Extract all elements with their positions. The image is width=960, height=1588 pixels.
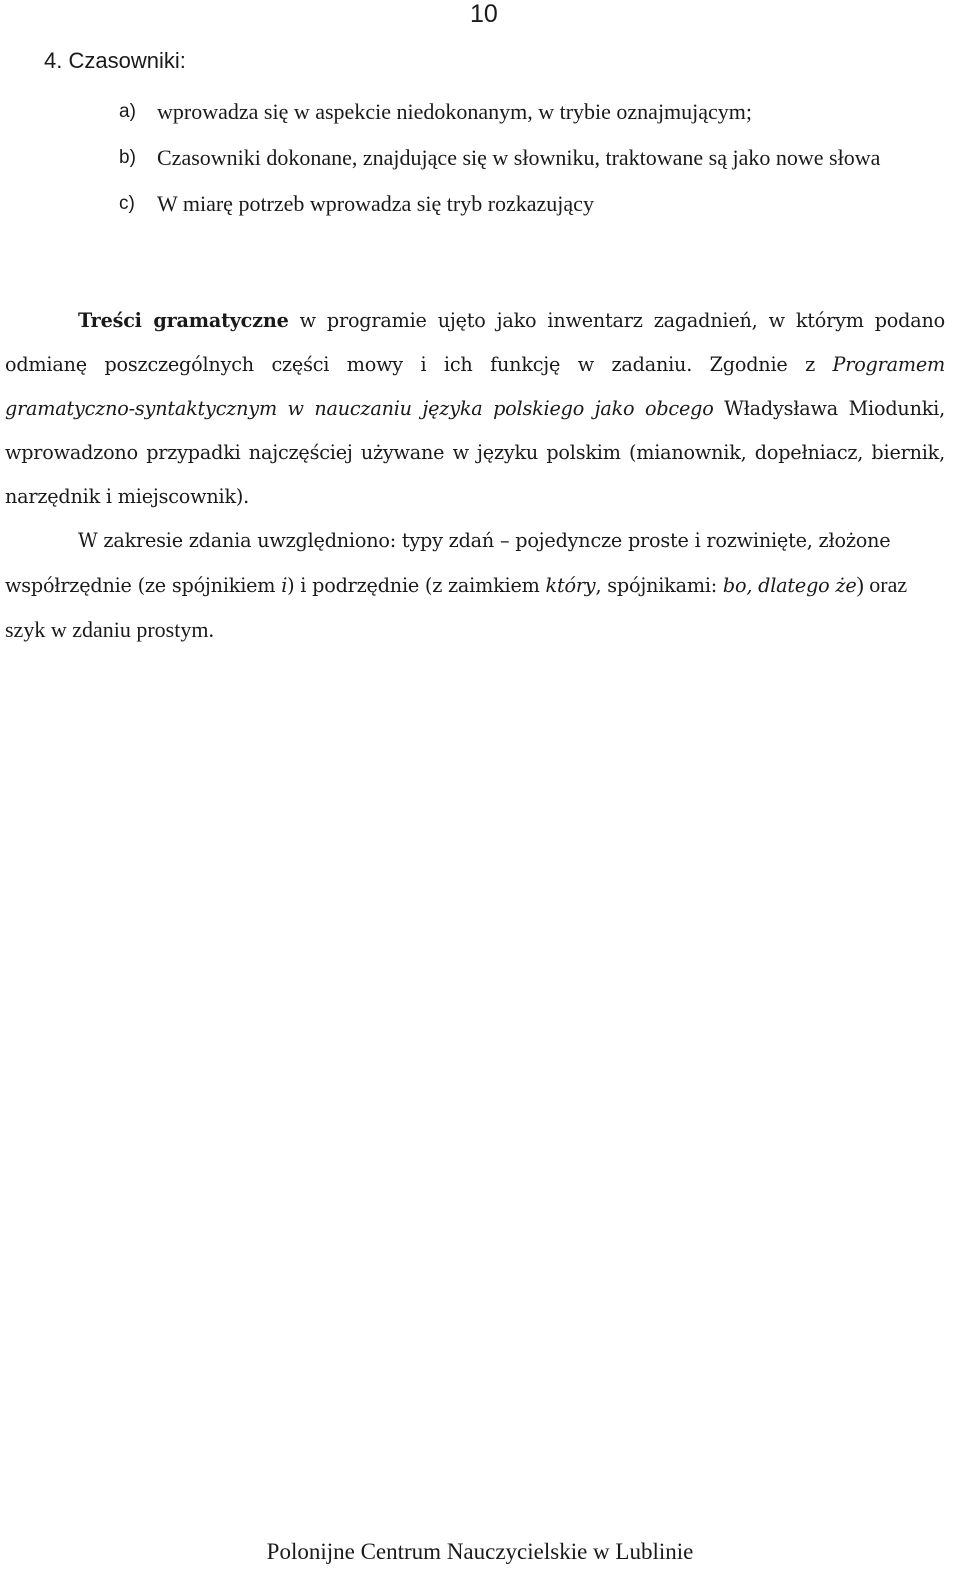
paragraph-text: W zakresie zdania uwzględniono: typy zdań – pojedyncze proste i rozwinięte, złożone współrzędnie (ze spójnikiem — [5, 529, 891, 597]
list-marker: c) — [119, 193, 135, 214]
list-marker: a) — [119, 101, 136, 122]
paragraph-text: w programie ujęto jako inwentarz zagadnień, w którym podano odmianę poszczególnych części mowy i ich funkcję w zadaniu. Zgodnie z — [5, 309, 945, 376]
paragraph-text: ) i podrzędnie (z zaimkiem — [287, 574, 546, 597]
list-marker: b) — [119, 147, 136, 168]
paragraph-text: Władysława Miodunki, wprowadzono przypadki najczęściej używane w języku polskim (mianownik, dopełniacz, biernik, narzędnik i miejscownik). — [5, 397, 945, 508]
list-item-text: wprowadza się w aspekcie niedokonanym, w trybie oznajmującym; — [157, 99, 753, 124]
list-item — [119, 135, 939, 181]
program-title: Programem gramatyczno-syntaktycznym w nauczaniu języka polskiego jako obcego — [5, 353, 945, 420]
list-item — [119, 89, 939, 135]
page-number: 10 — [470, 0, 498, 28]
body-text — [5, 299, 945, 653]
list-item-text: W miarę potrzeb wprowadza się tryb rozkazujący — [157, 191, 594, 216]
italic-term: bo, dlatego że — [722, 574, 857, 597]
section-heading: 4. Czasowniki: — [44, 48, 186, 73]
verb-list — [119, 89, 939, 227]
paragraph-text: ) oraz szyk w zdaniu prostym. — [5, 572, 908, 642]
sentence-paragraph — [5, 519, 945, 653]
paragraph-text: , spójnikami: — [595, 574, 723, 597]
italic-term: i — [281, 574, 288, 597]
footer: Polonijne Centrum Nauczycielskie w Lublinie — [266, 1539, 694, 1564]
list-item-text: Czasowniki dokonane, znajdujące się w słowniku, traktowane są jako nowe słowa — [157, 145, 881, 170]
italic-term: który — [545, 574, 596, 597]
grammar-paragraph — [5, 299, 945, 519]
bold-lead: Treści gramatyczne — [78, 309, 289, 332]
list-item — [119, 181, 939, 227]
